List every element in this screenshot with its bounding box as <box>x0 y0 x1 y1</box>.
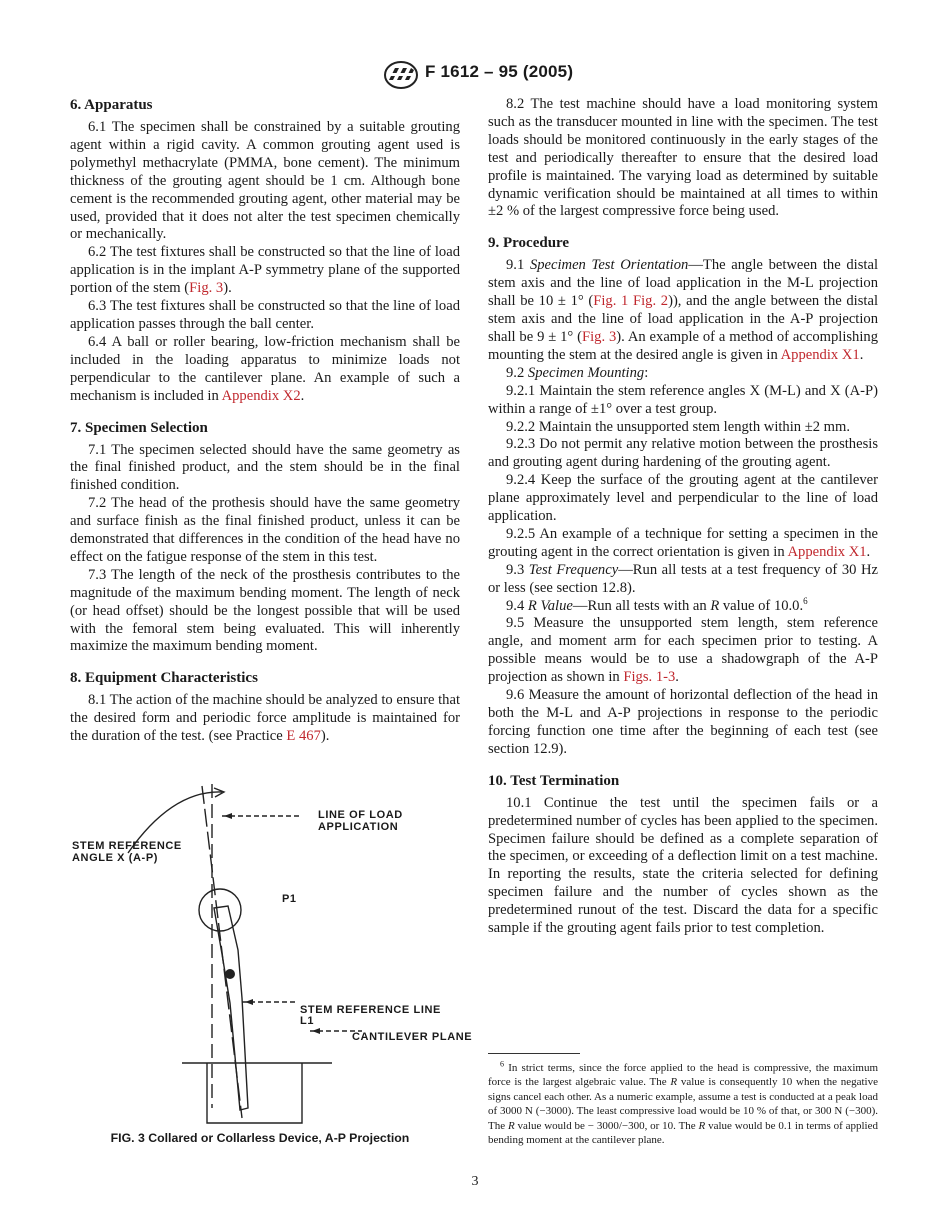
paragraph-7-3: 7.3 The length of the neck of the prosthesis contributes to the magnitude of the maximum bending moment. The length of neck (or head offset) should be the longest possible that will be used with the femoral stem being evaluated. This will inherently maximize the maximum bending moment. <box>70 566 460 655</box>
section-6-heading: 6. Apparatus <box>70 97 153 113</box>
section-8-heading: 8. Equipment Characteristics <box>70 670 258 687</box>
pivot-point <box>225 969 235 979</box>
fig-1-2-link[interactable]: Fig. 1 Fig. 2 <box>593 293 669 310</box>
cavity <box>207 1063 302 1123</box>
appendix-x1-link-2[interactable]: Appendix X1 <box>787 543 867 560</box>
label-p1: P1 <box>282 893 297 905</box>
appendix-x1-link[interactable]: Appendix X1 <box>780 346 860 363</box>
appendix-x2-link[interactable]: Appendix X2 <box>221 387 301 404</box>
paragraph-9-4: 9.4 R Value—Run all tests with an R value of 10.0.$^6$ <box>506 595 808 614</box>
label-line-of-load-2: APPLICATION <box>318 821 399 833</box>
stem-body <box>214 906 248 1110</box>
label-l1: L1 <box>300 1015 315 1027</box>
section-9-heading: 9. Procedure <box>488 235 570 252</box>
footnote-ref-6[interactable]: 6 <box>803 595 808 606</box>
e467-link[interactable]: E 467 <box>286 728 321 745</box>
right-column <box>488 96 878 938</box>
fig-3-link[interactable]: Fig. 3 <box>189 280 224 297</box>
fig-3-link-right[interactable]: Fig. 3 <box>581 328 617 345</box>
paragraph-9-2-2: 9.2.2 Maintain the unsupported stem length within ±2 mm. <box>506 418 851 435</box>
label-stem-reference-2: ANGLE X (A-P) <box>72 852 159 864</box>
label-cantilever-plane: CANTILEVER PLANE <box>352 1031 473 1043</box>
figure-3-caption: FIG. 3 Collared or Collarless Device, A-P Projection <box>110 1131 410 1145</box>
astm-logo <box>383 60 419 90</box>
footnote-6: $^6$ In strict terms, since the force applied to the head is compressive, the maximum force is the largest algebraic value. The R value is consequently 10 when the negative signs cancel each other. As a numeric example, assume a test is conducted at a peak load of 3000 N (−3000). The least compressive load would be 10 % of that, or 300 N (−300). The R value would be − 3000/−300, or 10. The R value would be 0.1 in terms of applied bending moment at the cantilever plane. <box>488 1059 878 1147</box>
label-stem-reference-1: STEM REFERENCE <box>72 840 182 852</box>
figs-1-3-link[interactable]: Figs. 1-3 <box>623 669 676 686</box>
paragraph-6-2: 6.2 The test fixtures shall be constructed so that the line of load application is in the implant A-P symmetry plane of the supported portion of the stem (Fig. 3). <box>70 244 460 297</box>
paragraph-9-2-1: 9.2.1 Maintain the stem reference angles X (M-L) and X (A-P) within a range of ±1° over a test group. <box>488 382 878 417</box>
paragraph-10-1: 10.1 Continue the test until the specimen fails or a predetermined number of cycles has been applied to the specimen. Specimen failure should be defined as a complete separation of the specimen, or exceeding of a deflection limit on a test machine. In reporting the results, state the criteria selected for defining specimen failure and the number of cycles shown as the predetermined runout of the test. Discard the data for a specific sample if the grouting agent fails prior to test completion. <box>488 794 878 937</box>
paragraph-9-2-4: 9.2.4 Keep the surface of the grouting agent at the cantilever plane approximately level and perpendicular to the line of load application. <box>488 472 878 525</box>
section-10-heading: 10. Test Termination <box>488 772 620 789</box>
document-title: F 1612 – 95 (2005) <box>425 62 574 81</box>
figure-3-diagram <box>62 778 472 1128</box>
paragraph-9-1: 9.1 Specimen Test Orientation—The angle between the distal stem axis and the line of load application in the M-L projection shall be 10 ± 1° (Fig. 1 Fig. 2)), and the angle between the distal stem axis and the line of load application in the A-P projection shall be 9 ± 1° (Fig. 3). An example of a method of accomplishing mounting the stem at the desired angle is given in Appendix X1. <box>488 257 879 363</box>
paragraph-7-2: 7.2 The head of the prothesis should have the same geometry and surface finish as the final finished product, unless it can be demonstrated that differences in the condition of the head have no effect on the fatigue response of the stem in this test. <box>70 495 460 565</box>
paragraph-9-2-3: 9.2.3 Do not permit any relative motion between the prosthesis and grouting agent during hardening of the grouting agent. <box>488 436 878 471</box>
page-number: 3 <box>471 1174 479 1189</box>
paragraph-7-1: 7.1 The specimen selected should have the same geometry as the final finished product, and the stem should be in the final finished condition. <box>70 441 460 494</box>
paragraph-9-6: 9.6 Measure the amount of horizontal deflection of the head in both the M-L and A-P projections in response to the periodic forcing function one time after the beginning of each test (see section 12.9). <box>488 687 878 757</box>
paragraph-6-1: 6.1 The specimen shall be constrained by a suitable grouting agent within a rigid cavity. A common grouting agent used is polymethyl methacrylate (PMMA, bone cement). The minimum thickness of the grouting agent should be 1 cm. Although bone cement is the recommended grouting agent, other material may be used, provided that it does not alter the test specimen chemically or mechanically. <box>70 119 460 243</box>
paragraph-8-2: 8.2 The test machine should have a load monitoring system such as the transducer mounted in line with the specimen. The test loads should be monitored continuously in the early stages of the test and periodically thereafter to ensure that the desired load profile is maintained. The varying load as determined by suitable dynamic verification should be maintained at all times to within ±2 % of the largest compressive force being used. <box>488 96 878 220</box>
paragraph-9-5: 9.5 Measure the unsupported stem length, stem reference angle, and moment arm for each specimen prior to testing. A possible means would be to use a shadowgraph of the A-P projection as shown in Figs. 1-3. <box>488 615 878 686</box>
label-stem-reference-line: STEM REFERENCE LINE <box>300 1004 441 1016</box>
paragraph-9-2-5: 9.2.5 An example of a technique for setting a specimen in the grouting agent in the correct orientation is given in Appendix X1. <box>488 525 878 560</box>
paragraph-9-2: 9.2 Specimen Mounting: <box>506 364 649 381</box>
head-ball <box>199 889 241 931</box>
paragraph-6-4: 6.4 A ball or roller bearing, low-friction mechanism shall be included in the loading apparatus to minimize loads not perpendicular to the cantilever plane. An example of such a mechanism is included in Appendix X2. <box>70 333 460 404</box>
page-header <box>0 56 950 96</box>
paragraph-6-3: 6.3 The test fixtures shall be constructed so that the line of load application passes through the ball center. <box>70 298 460 332</box>
section-7-heading: 7. Specimen Selection <box>70 419 208 436</box>
footnote-divider <box>488 1053 580 1054</box>
left-column <box>70 96 460 746</box>
paragraph-8-1: 8.1 The action of the machine should be analyzed to ensure that the desired form and periodic force amplitude is maintained for the duration of the test. (see Practice E 467). <box>70 692 460 745</box>
paragraph-9-3: 9.3 Test Frequency—Run all tests at a test frequency of 30 Hz or less (see section 12.8). <box>488 561 879 596</box>
label-line-of-load-1: LINE OF LOAD <box>318 809 403 821</box>
